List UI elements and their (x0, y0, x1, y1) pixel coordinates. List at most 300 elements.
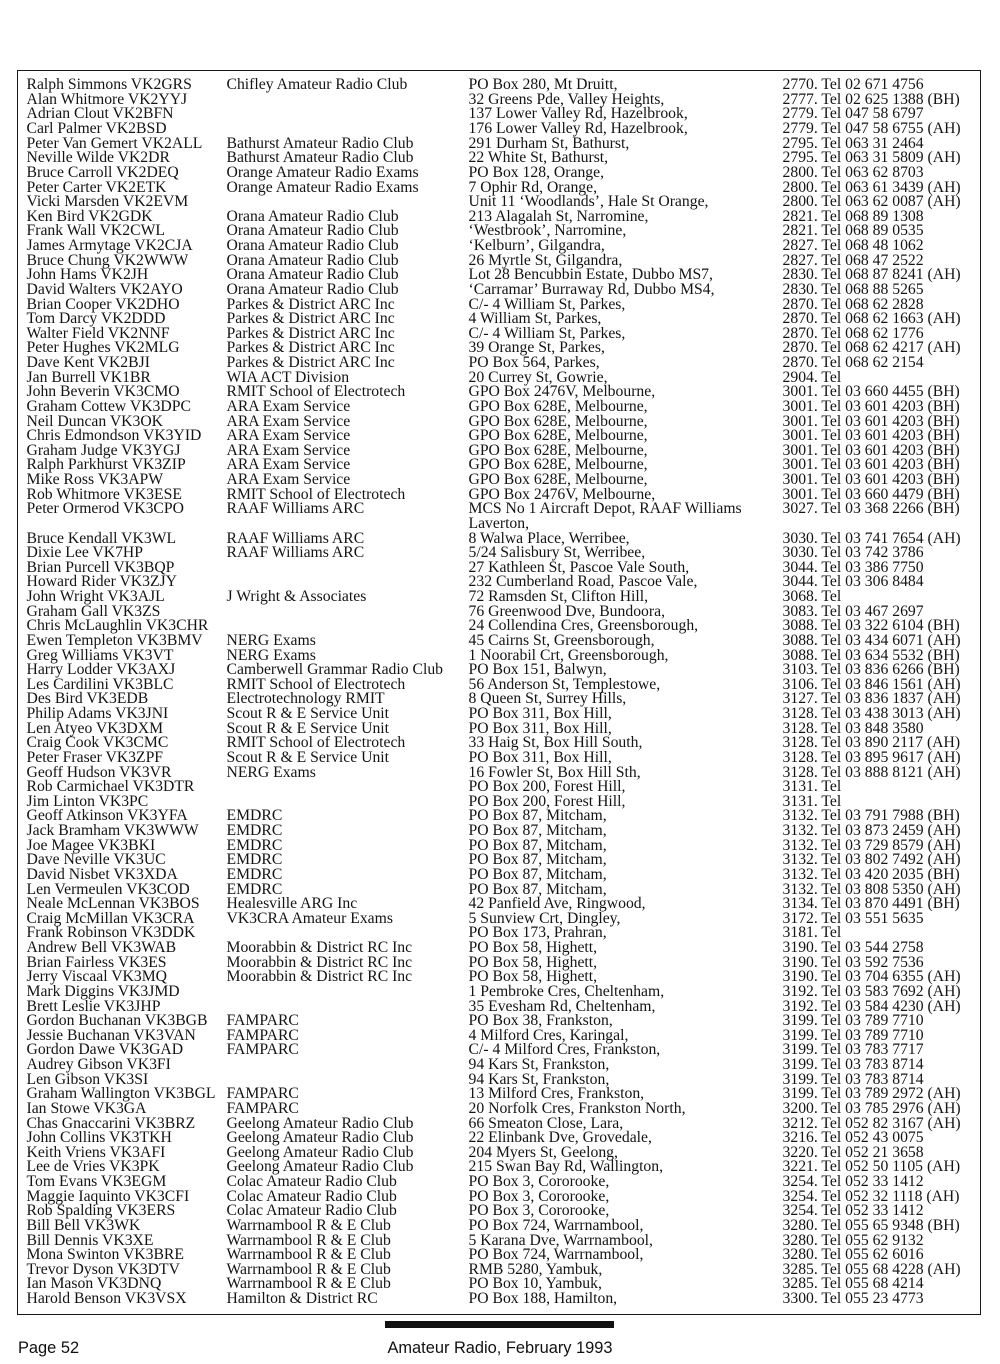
entry-club: WIA ACT Division (226, 368, 350, 386)
entry-address: ‘Westbrook’, Narromine, (468, 222, 627, 240)
entry-postcode-phone: 3131. Tel (782, 792, 842, 810)
entry-name: Frank Robinson VK3DDK (26, 924, 196, 942)
entry-postcode-phone: 2827. Tel 068 48 1062 (782, 237, 924, 255)
entry-address: 94 Kars St, Frankston, (468, 1056, 610, 1074)
entry-name: Len Vermeulen VK3COD (26, 880, 190, 898)
entry-address: PO Box 724, Warrnambool, (468, 1246, 644, 1264)
entry-name: Bruce Kendall VK3WL (26, 529, 177, 547)
entry-name: Frank Wall VK2CWL (26, 222, 165, 240)
entry-club: Parkes & District ARC Inc (226, 339, 395, 357)
entry-club: ARA Exam Service (226, 397, 351, 415)
entry-address: 8 Walwa Place, Werribee, (468, 529, 630, 547)
entry-address: 72 Ramsden St, Clifton Hill, (468, 588, 649, 606)
entry-club: Healesville ARG Inc (226, 895, 358, 913)
entry-address: 35 Evesham Rd, Cheltenham, (468, 997, 656, 1015)
entry-address: 4 William St, Parkes, (468, 310, 602, 328)
entry-address: 232 Cumberland Road, Pascoe Vale, (468, 573, 698, 591)
entry-address: PO Box 87, Mitcham, (468, 807, 607, 825)
entry-postcode-phone: 3181. Tel (782, 924, 842, 942)
entry-club: Orana Amateur Radio Club (226, 222, 399, 240)
entry-name: Bill Bell VK3WK (26, 1216, 141, 1234)
entry-postcode-phone: 3172. Tel 03 551 5635 (782, 909, 924, 927)
entry-name: Ken Bird VK2GDK (26, 207, 153, 225)
entry-club: Orange Amateur Radio Exams (226, 178, 419, 196)
entry-postcode-phone: 3134. Tel 03 870 4491 (BH) (782, 895, 960, 913)
entry-club: Warrnambool R & E Club (226, 1260, 391, 1278)
entry-name: Alan Whitmore VK2YYJ (26, 90, 188, 108)
entry-address: GPO Box 628E, Melbourne, (468, 456, 648, 474)
entry-postcode-phone: 2800. Tel 063 62 0087 (AH) (782, 193, 961, 211)
entry-club: RAAF Williams ARC (226, 544, 365, 562)
footer-rule (385, 1321, 614, 1328)
entry-address: 7 Ophir Rd, Orange, (468, 178, 598, 196)
entry-name: Gordon Buchanan VK3BGB (26, 1012, 208, 1030)
entry-club: RAAF Williams ARC (226, 529, 365, 547)
entry-name: Rob Spalding VK3ERS (26, 1202, 176, 1220)
entry-name: Philip Adams VK3JNI (26, 705, 169, 723)
entry-club: VK3CRA Amateur Exams (226, 909, 393, 927)
entry-address: PO Box 3, Cororooke, (468, 1187, 610, 1205)
entry-name: Neil Duncan VK3OK (26, 412, 164, 430)
entry-address: GPO Box 2476V, Melbourne, (468, 383, 656, 401)
entry-address: C/- 4 William St, Parkes, (468, 324, 626, 342)
entry-name: Peter Ormerod VK3CPO (26, 500, 184, 518)
entry-club: Colac Amateur Radio Club (226, 1202, 397, 1220)
entry-club: Parkes & District ARC Inc (226, 324, 395, 342)
entry-address: PO Box 200, Forest Hill, (468, 778, 626, 796)
entry-club: J Wright & Associates (226, 588, 367, 606)
entry-postcode-phone: 3027. Tel 03 368 2266 (BH) (782, 500, 960, 518)
entry-address: 1 Noorabil Crt, Greensborough, (468, 646, 669, 664)
entry-name: Des Bird VK3EDB (26, 690, 149, 708)
entry-postcode-phone: 3001. Tel 03 601 4203 (BH) (782, 412, 960, 430)
entry-name: John Wright VK3AJL (26, 588, 165, 606)
entry-postcode-phone: 2795. Tel 063 31 5809 (AH) (782, 149, 961, 167)
entry-name: Len Gibson VK3SI (26, 1070, 149, 1088)
entry-name: Jim Linton VK3PC (26, 792, 149, 810)
entry-club: Geelong Amateur Radio Club (226, 1114, 414, 1132)
entry-address: PO Box 128, Orange, (468, 163, 605, 181)
entry-postcode-phone: 3216. Tel 052 43 0075 (782, 1129, 924, 1147)
entry-address: 5 Karana Dve, Warrnambool, (468, 1231, 653, 1249)
entry-postcode-phone: 2779. Tel 047 58 6755 (AH) (782, 120, 961, 138)
entry-club: Scout R & E Service Unit (226, 748, 390, 766)
entry-name: Andrew Bell VK3WAB (26, 939, 177, 957)
entry-club: Orana Amateur Radio Club (226, 237, 399, 255)
entry-name: Jerry Viscaal VK3MQ (26, 968, 168, 986)
entry-name: Geoff Atkinson VK3YFA (26, 807, 188, 825)
entry-address: 16 Fowler St, Box Hill Sth, (468, 763, 641, 781)
entry-postcode-phone: 3044. Tel 03 386 7750 (782, 558, 924, 576)
entry-club: EMDRC (226, 836, 283, 854)
entry-name: Chas Gnaccarini VK3BRZ (26, 1114, 196, 1132)
entry-club: Parkes & District ARC Inc (226, 354, 395, 372)
entry-postcode-phone: 3254. Tel 052 33 1412 (782, 1173, 924, 1191)
entry-postcode-phone: 3128. Tel 03 848 3580 (782, 719, 924, 737)
entry-address: PO Box 58, Highett, (468, 968, 598, 986)
entry-name: Harold Benson VK3VSX (26, 1290, 187, 1308)
entry-club: RMIT School of Electrotech (226, 675, 406, 693)
entry-postcode-phone: 3254. Tel 052 33 1412 (782, 1202, 924, 1220)
entry-postcode-phone: 3001. Tel 03 660 4479 (BH) (782, 485, 960, 503)
entry-postcode-phone: 3001. Tel 03 601 4203 (BH) (782, 397, 960, 415)
entry-name: Craig Cook VK3CMC (26, 734, 169, 752)
entry-address: 27 Kathleen St, Pascoe Vale South, (468, 558, 690, 576)
entry-name: John Collins VK3TKH (26, 1129, 172, 1147)
entry-postcode-phone: 3132. Tel 03 873 2459 (AH) (782, 822, 961, 840)
entry-postcode-phone: 3285. Tel 055 68 4214 (782, 1275, 924, 1293)
entry-address: PO Box 311, Box Hill, (468, 705, 612, 723)
entry-postcode-phone: 2830. Tel 068 87 8241 (AH) (782, 266, 961, 284)
entry-address: PO Box 87, Mitcham, (468, 880, 607, 898)
entry-club: Warrnambool R & E Club (226, 1231, 391, 1249)
entry-postcode-phone: 3212. Tel 052 82 3167 (AH) (782, 1114, 961, 1132)
entry-address: 4 Milford Cres, Karingal, (468, 1026, 629, 1044)
entry-name: John Beverin VK3CMO (26, 383, 180, 401)
entry-name: Peter Van Gemert VK2ALL (26, 134, 203, 152)
entry-name: Neale McLennan VK3BOS (26, 895, 200, 913)
entry-address: 8 Queen St, Surrey Hills, (468, 690, 627, 708)
entry-address: 56 Anderson St, Templestowe, (468, 675, 661, 693)
entry-address: PO Box 87, Mitcham, (468, 836, 607, 854)
entry-postcode-phone: 3280. Tel 055 65 9348 (BH) (782, 1216, 960, 1234)
entry-address: 204 Myers St, Geelong, (468, 1143, 618, 1161)
entry-club: FAMPARC (226, 1099, 299, 1117)
entry-address: PO Box 724, Warrnambool, (468, 1216, 644, 1234)
entry-name: Craig McMillan VK3CRA (26, 909, 195, 927)
entry-address: C/- 4 William St, Parkes, (468, 295, 626, 313)
entry-club: Orana Amateur Radio Club (226, 251, 399, 269)
entry-address: 94 Kars St, Frankston, (468, 1070, 610, 1088)
entry-address: PO Box 87, Mitcham, (468, 822, 607, 840)
entry-postcode-phone: 3285. Tel 055 68 4228 (AH) (782, 1260, 961, 1278)
entry-postcode-phone: 3106. Tel 03 846 1561 (AH) (782, 675, 961, 693)
entry-club: Orana Amateur Radio Club (226, 280, 399, 298)
entry-club: NERG Exams (226, 646, 316, 664)
entry-address: 213 Alagalah St, Narromine, (468, 207, 649, 225)
entry-name: Mona Swinton VK3BRE (26, 1246, 184, 1264)
entry-address: GPO Box 628E, Melbourne, (468, 412, 648, 430)
entry-address: PO Box 280, Mt Druitt, (468, 76, 618, 94)
entry-name: Dixie Lee VK7HP (26, 544, 143, 562)
entry-name: Ewen Templeton VK3BMV (26, 631, 203, 649)
entry-name: Bill Dennis VK3XE (26, 1231, 154, 1249)
entry-address: 291 Durham St, Bathurst, (468, 134, 630, 152)
entry-club: ARA Exam Service (226, 471, 351, 489)
entry-address: ‘Kelburn’, Gilgandra, (468, 237, 605, 255)
entry-postcode-phone: 3199. Tel 03 789 7710 (782, 1012, 924, 1030)
entry-postcode-phone: 3190. Tel 03 704 6355 (AH) (782, 968, 961, 986)
entry-name: Keith Vriens VK3AFI (26, 1143, 166, 1161)
entry-postcode-phone: 2779. Tel 047 58 6797 (782, 105, 924, 123)
entry-club: RMIT School of Electrotech (226, 485, 406, 503)
entry-postcode-phone: 3190. Tel 03 544 2758 (782, 939, 924, 957)
entry-address: PO Box 87, Mitcham, (468, 865, 607, 883)
entry-address: PO Box 311, Box Hill, (468, 719, 612, 737)
entry-club: NERG Exams (226, 763, 316, 781)
entry-club: Parkes & District ARC Inc (226, 295, 395, 313)
entry-postcode-phone: 3128. Tel 03 438 3013 (AH) (782, 705, 961, 723)
entry-address: PO Box 87, Mitcham, (468, 851, 607, 869)
entry-name: Ralph Simmons VK2GRS (26, 76, 192, 94)
entry-address: 20 Currey St, Gowrie, (468, 368, 608, 386)
entry-name: Brian Purcell VK3BQP (26, 558, 175, 576)
entry-club: EMDRC (226, 880, 283, 898)
entry-club: FAMPARC (226, 1012, 299, 1030)
entry-name: Bruce Chung VK2WWW (26, 251, 189, 269)
entry-address: GPO Box 628E, Melbourne, (468, 397, 648, 415)
entry-club: Warrnambool R & E Club (226, 1246, 391, 1264)
entry-address: Lot 28 Bencubbin Estate, Dubbo MS7, (468, 266, 713, 284)
entry-name: Howard Rider VK3ZJY (26, 573, 177, 591)
entry-name: Peter Hughes VK2MLG (26, 339, 180, 357)
entry-name: Rob Whitmore VK3ESE (26, 485, 182, 503)
entry-postcode-phone: 3220. Tel 052 21 3658 (782, 1143, 924, 1161)
entry-club: Orange Amateur Radio Exams (226, 163, 419, 181)
entry-postcode-phone: 3001. Tel 03 601 4203 (BH) (782, 471, 960, 489)
entry-address: PO Box 173, Prahran, (468, 924, 607, 942)
entry-name: Tom Darcy VK2DDD (26, 310, 166, 328)
entry-name: Peter Carter VK2ETK (26, 178, 167, 196)
entry-postcode-phone: 3190. Tel 03 592 7536 (782, 953, 924, 971)
entry-name: Joe Magee VK3BKI (26, 836, 156, 854)
entry-postcode-phone: 3280. Tel 055 62 6016 (782, 1246, 924, 1264)
entry-postcode-phone: 2870. Tel 068 62 1663 (AH) (782, 310, 961, 328)
entry-address: 39 Orange St, Parkes, (468, 339, 605, 357)
entry-club: Hamilton & District RC (226, 1290, 378, 1308)
entry-name: Jessie Buchanan VK3VAN (26, 1026, 196, 1044)
entry-club: Geelong Amateur Radio Club (226, 1143, 414, 1161)
entry-name: Brian Fairless VK3ES (26, 953, 167, 971)
entry-club: Geelong Amateur Radio Club (226, 1129, 414, 1147)
entry-address: 24 Collendina Cres, Greensborough, (468, 617, 699, 635)
entry-postcode-phone: 2777. Tel 02 625 1388 (BH) (782, 90, 960, 108)
entry-name: Adrian Clout VK2BFN (26, 105, 174, 123)
entry-address: 33 Haig St, Box Hill South, (468, 734, 643, 752)
entry-postcode-phone: 3199. Tel 03 783 8714 (782, 1056, 924, 1074)
entry-address: PO Box 564, Parkes, (468, 354, 600, 372)
entry-name: Ian Stowe VK3GA (26, 1099, 147, 1117)
entry-name: Chris Edmondson VK3YID (26, 427, 202, 445)
entry-name: Jack Bramham VK3WWW (26, 822, 199, 840)
entry-postcode-phone: 3131. Tel (782, 778, 842, 796)
entry-club: RMIT School of Electrotech (226, 734, 406, 752)
entry-postcode-phone: 2821. Tel 068 89 1308 (782, 207, 924, 225)
entry-address: PO Box 151, Balwyn, (468, 661, 607, 679)
entry-club: EMDRC (226, 822, 283, 840)
entry-postcode-phone: 2770. Tel 02 671 4756 (782, 76, 924, 94)
directory-entry (18, 1292, 980, 1307)
entry-address: Unit 11 ‘Woodlands’, Hale St Orange, (468, 193, 709, 211)
publication-title: Amateur Radio, February 1993 (387, 1339, 613, 1357)
entry-address: GPO Box 628E, Melbourne, (468, 427, 648, 445)
entry-address: 32 Greens Pde, Valley Heights, (468, 90, 665, 108)
entry-name: Graham Cottew VK3DPC (26, 397, 191, 415)
page-number: Page 52 (18, 1339, 80, 1357)
entry-postcode-phone: 2870. Tel 068 62 1776 (782, 324, 924, 342)
entry-address-continued: Laverton, (468, 514, 530, 532)
entry-name: Greg Williams VK3VT (26, 646, 174, 664)
entry-name: Dave Kent VK2BJI (26, 354, 150, 372)
entry-address: PO Box 58, Highett, (468, 939, 598, 957)
entry-postcode-phone: 3088. Tel 03 634 5532 (BH) (782, 646, 960, 664)
entry-address: 26 Myrtle St, Gilgandra, (468, 251, 623, 269)
entry-name: Audrey Gibson VK3FI (26, 1056, 171, 1074)
entry-name: Ian Mason VK3DNQ (26, 1275, 162, 1293)
entry-club: EMDRC (226, 865, 283, 883)
entry-name: Bruce Carroll VK2DEQ (26, 163, 179, 181)
entry-postcode-phone: 3280. Tel 055 62 9132 (782, 1231, 924, 1249)
entry-name: Neville Wilde VK2DR (26, 149, 170, 167)
entry-postcode-phone: 3200. Tel 03 785 2976 (AH) (782, 1099, 961, 1117)
entry-club: ARA Exam Service (226, 456, 351, 474)
entry-address: 1 Pembroke Cres, Cheltenham, (468, 982, 665, 1000)
entry-postcode-phone: 3001. Tel 03 660 4455 (BH) (782, 383, 960, 401)
entry-club: Chifley Amateur Radio Club (226, 76, 408, 94)
entry-postcode-phone: 2904. Tel (782, 368, 842, 386)
entry-postcode-phone: 3128. Tel 03 888 8121 (AH) (782, 763, 961, 781)
entry-name: Harry Lodder VK3AXJ (26, 661, 176, 679)
entry-name: Chris McLaughlin VK3CHR (26, 617, 209, 635)
entry-postcode-phone: 3132. Tel 03 802 7492 (AH) (782, 851, 961, 869)
entry-club: Warrnambool R & E Club (226, 1275, 391, 1293)
entry-postcode-phone: 3001. Tel 03 601 4203 (BH) (782, 427, 960, 445)
entry-postcode-phone: 3192. Tel 03 584 4230 (AH) (782, 997, 961, 1015)
entry-club: NERG Exams (226, 631, 316, 649)
entry-postcode-phone: 2870. Tel 068 62 4217 (AH) (782, 339, 961, 357)
entry-name: Ralph Parkhurst VK3ZIP (26, 456, 186, 474)
entry-address: 42 Panfield Ave, Ringwood, (468, 895, 646, 913)
entry-address: PO Box 58, Highett, (468, 953, 598, 971)
entry-postcode-phone: 3132. Tel 03 420 2035 (BH) (782, 865, 960, 883)
entry-club: Colac Amateur Radio Club (226, 1187, 397, 1205)
entry-postcode-phone: 3001. Tel 03 601 4203 (BH) (782, 441, 960, 459)
entry-club: ARA Exam Service (226, 427, 351, 445)
entry-name: Carl Palmer VK2BSD (26, 120, 167, 138)
entry-address: PO Box 311, Box Hill, (468, 748, 612, 766)
entry-name: Graham Judge VK3YGJ (26, 441, 181, 459)
entry-address: GPO Box 628E, Melbourne, (468, 471, 648, 489)
entry-name: Mike Ross VK3APW (26, 471, 164, 489)
entry-postcode-phone: 3132. Tel 03 791 7988 (BH) (782, 807, 960, 825)
entry-address: 22 White St, Bathurst, (468, 149, 609, 167)
entry-club: ARA Exam Service (226, 412, 351, 430)
entry-club: FAMPARC (226, 1085, 299, 1103)
entry-address: PO Box 200, Forest Hill, (468, 792, 626, 810)
entry-club: Colac Amateur Radio Club (226, 1173, 397, 1191)
entry-postcode-phone: 3254. Tel 052 32 1118 (AH) (782, 1187, 960, 1205)
entry-club: Moorabbin & District RC Inc (226, 939, 413, 957)
entry-name: Rob Carmichael VK3DTR (26, 778, 195, 796)
entry-name: Brett Leslie VK3JHP (26, 997, 161, 1015)
entry-postcode-phone: 2830. Tel 068 88 5265 (782, 280, 924, 298)
entry-name: Jan Burrell VK1BR (26, 368, 151, 386)
entry-address: PO Box 3, Cororooke, (468, 1202, 610, 1220)
entry-postcode-phone: 3128. Tel 03 890 2117 (AH) (782, 734, 961, 752)
entry-postcode-phone: 3221. Tel 052 50 1105 (AH) (782, 1158, 961, 1176)
entry-name: Geoff Hudson VK3VR (26, 763, 172, 781)
entry-name: Peter Fraser VK3ZPF (26, 748, 164, 766)
entry-name: Maggie Iaquinto VK3CFI (26, 1187, 190, 1205)
entry-name: Vicki Marsden VK2EVM (26, 193, 189, 211)
entry-address: PO Box 188, Hamilton, (468, 1290, 618, 1308)
entry-name: Les Cardilini VK3BLC (26, 675, 174, 693)
entry-club: EMDRC (226, 807, 283, 825)
entry-address: GPO Box 2476V, Melbourne, (468, 485, 656, 503)
entry-address: 66 Smeaton Close, Lara, (468, 1114, 624, 1132)
entry-postcode-phone: 2795. Tel 063 31 2464 (782, 134, 924, 152)
entry-address: 76 Greenwood Dve, Bundoora, (468, 602, 665, 620)
entry-club: Electrotechnology RMIT (226, 690, 385, 708)
entry-name: Len Atyeo VK3DXM (26, 719, 164, 737)
entry-name: John Hams VK2JH (26, 266, 149, 284)
entry-club: Warrnambool R & E Club (226, 1216, 391, 1234)
entry-name: Lee de Vries VK3PK (26, 1158, 160, 1176)
entry-address: 176 Lower Valley Rd, Hazelbrook, (468, 120, 688, 138)
entry-postcode-phone: 3044. Tel 03 306 8484 (782, 573, 924, 591)
entry-postcode-phone: 3199. Tel 03 789 7710 (782, 1026, 924, 1044)
entry-postcode-phone: 2821. Tel 068 89 0535 (782, 222, 924, 240)
entry-name: Tom Evans VK3EGM (26, 1173, 167, 1191)
directory-rows (18, 78, 980, 1307)
entry-name: Graham Wallington VK3BGL (26, 1085, 216, 1103)
entry-club: Orana Amateur Radio Club (226, 207, 399, 225)
entry-postcode-phone: 3088. Tel 03 322 6104 (BH) (782, 617, 960, 635)
entry-postcode-phone: 3127. Tel 03 836 1837 (AH) (782, 690, 961, 708)
entry-address: RMB 5280, Yambuk, (468, 1260, 603, 1278)
entry-club: ARA Exam Service (226, 441, 351, 459)
entry-name: David Nisbet VK3XDA (26, 865, 178, 883)
entry-club: Bathurst Amateur Radio Club (226, 149, 414, 167)
entry-postcode-phone: 2800. Tel 063 62 8703 (782, 163, 924, 181)
entry-address: 45 Cairns St, Greensborough, (468, 631, 655, 649)
entry-club: Scout R & E Service Unit (226, 705, 390, 723)
entry-postcode-phone: 3128. Tel 03 895 9617 (AH) (782, 748, 961, 766)
entry-club: FAMPARC (226, 1026, 299, 1044)
entry-name: Graham Gall VK3ZS (26, 602, 161, 620)
entry-name: Dave Neville VK3UC (26, 851, 166, 869)
entry-address: PO Box 10, Yambuk, (468, 1275, 602, 1293)
entry-postcode-phone: 3300. Tel 055 23 4773 (782, 1290, 924, 1308)
entry-address: GPO Box 628E, Melbourne, (468, 441, 648, 459)
entry-postcode-phone: 3199. Tel 03 789 2972 (AH) (782, 1085, 961, 1103)
entry-address: 137 Lower Valley Rd, Hazelbrook, (468, 105, 688, 123)
entry-address: ‘Carramar’ Burraway Rd, Dubbo MS4, (468, 280, 715, 298)
entry-name: James Armytage VK2CJA (26, 237, 193, 255)
entry-club: Moorabbin & District RC Inc (226, 953, 413, 971)
entry-address: PO Box 3, Cororooke, (468, 1173, 610, 1191)
entry-club: Scout R & E Service Unit (226, 719, 390, 737)
entry-postcode-phone: 3199. Tel 03 783 7717 (782, 1041, 924, 1059)
entry-postcode-phone: 3192. Tel 03 583 7692 (AH) (782, 982, 961, 1000)
entry-postcode-phone: 3088. Tel 03 434 6071 (AH) (782, 631, 961, 649)
entry-address: 215 Swan Bay Rd, Wallington, (468, 1158, 664, 1176)
entry-postcode-phone: 3132. Tel 03 808 5350 (AH) (782, 880, 961, 898)
entry-club: RMIT School of Electrotech (226, 383, 406, 401)
entry-club: Camberwell Grammar Radio Club (226, 661, 444, 679)
entry-postcode-phone: 3030. Tel 03 742 3786 (782, 544, 924, 562)
entry-address: 13 Milford Cres, Frankston, (468, 1085, 645, 1103)
entry-club: Orana Amateur Radio Club (226, 266, 399, 284)
entry-club: RAAF Williams ARC (226, 500, 365, 518)
entry-postcode-phone: 3001. Tel 03 601 4203 (BH) (782, 456, 960, 474)
entry-address: MCS No 1 Aircraft Depot, RAAF Williams (468, 500, 742, 518)
entry-address: C/- 4 Milford Cres, Frankston, (468, 1041, 661, 1059)
entry-club: FAMPARC (226, 1041, 299, 1059)
entry-postcode-phone: 2800. Tel 063 61 3439 (AH) (782, 178, 961, 196)
entry-name: David Walters VK2AYO (26, 280, 183, 298)
entry-postcode-phone: 3083. Tel 03 467 2697 (782, 602, 924, 620)
